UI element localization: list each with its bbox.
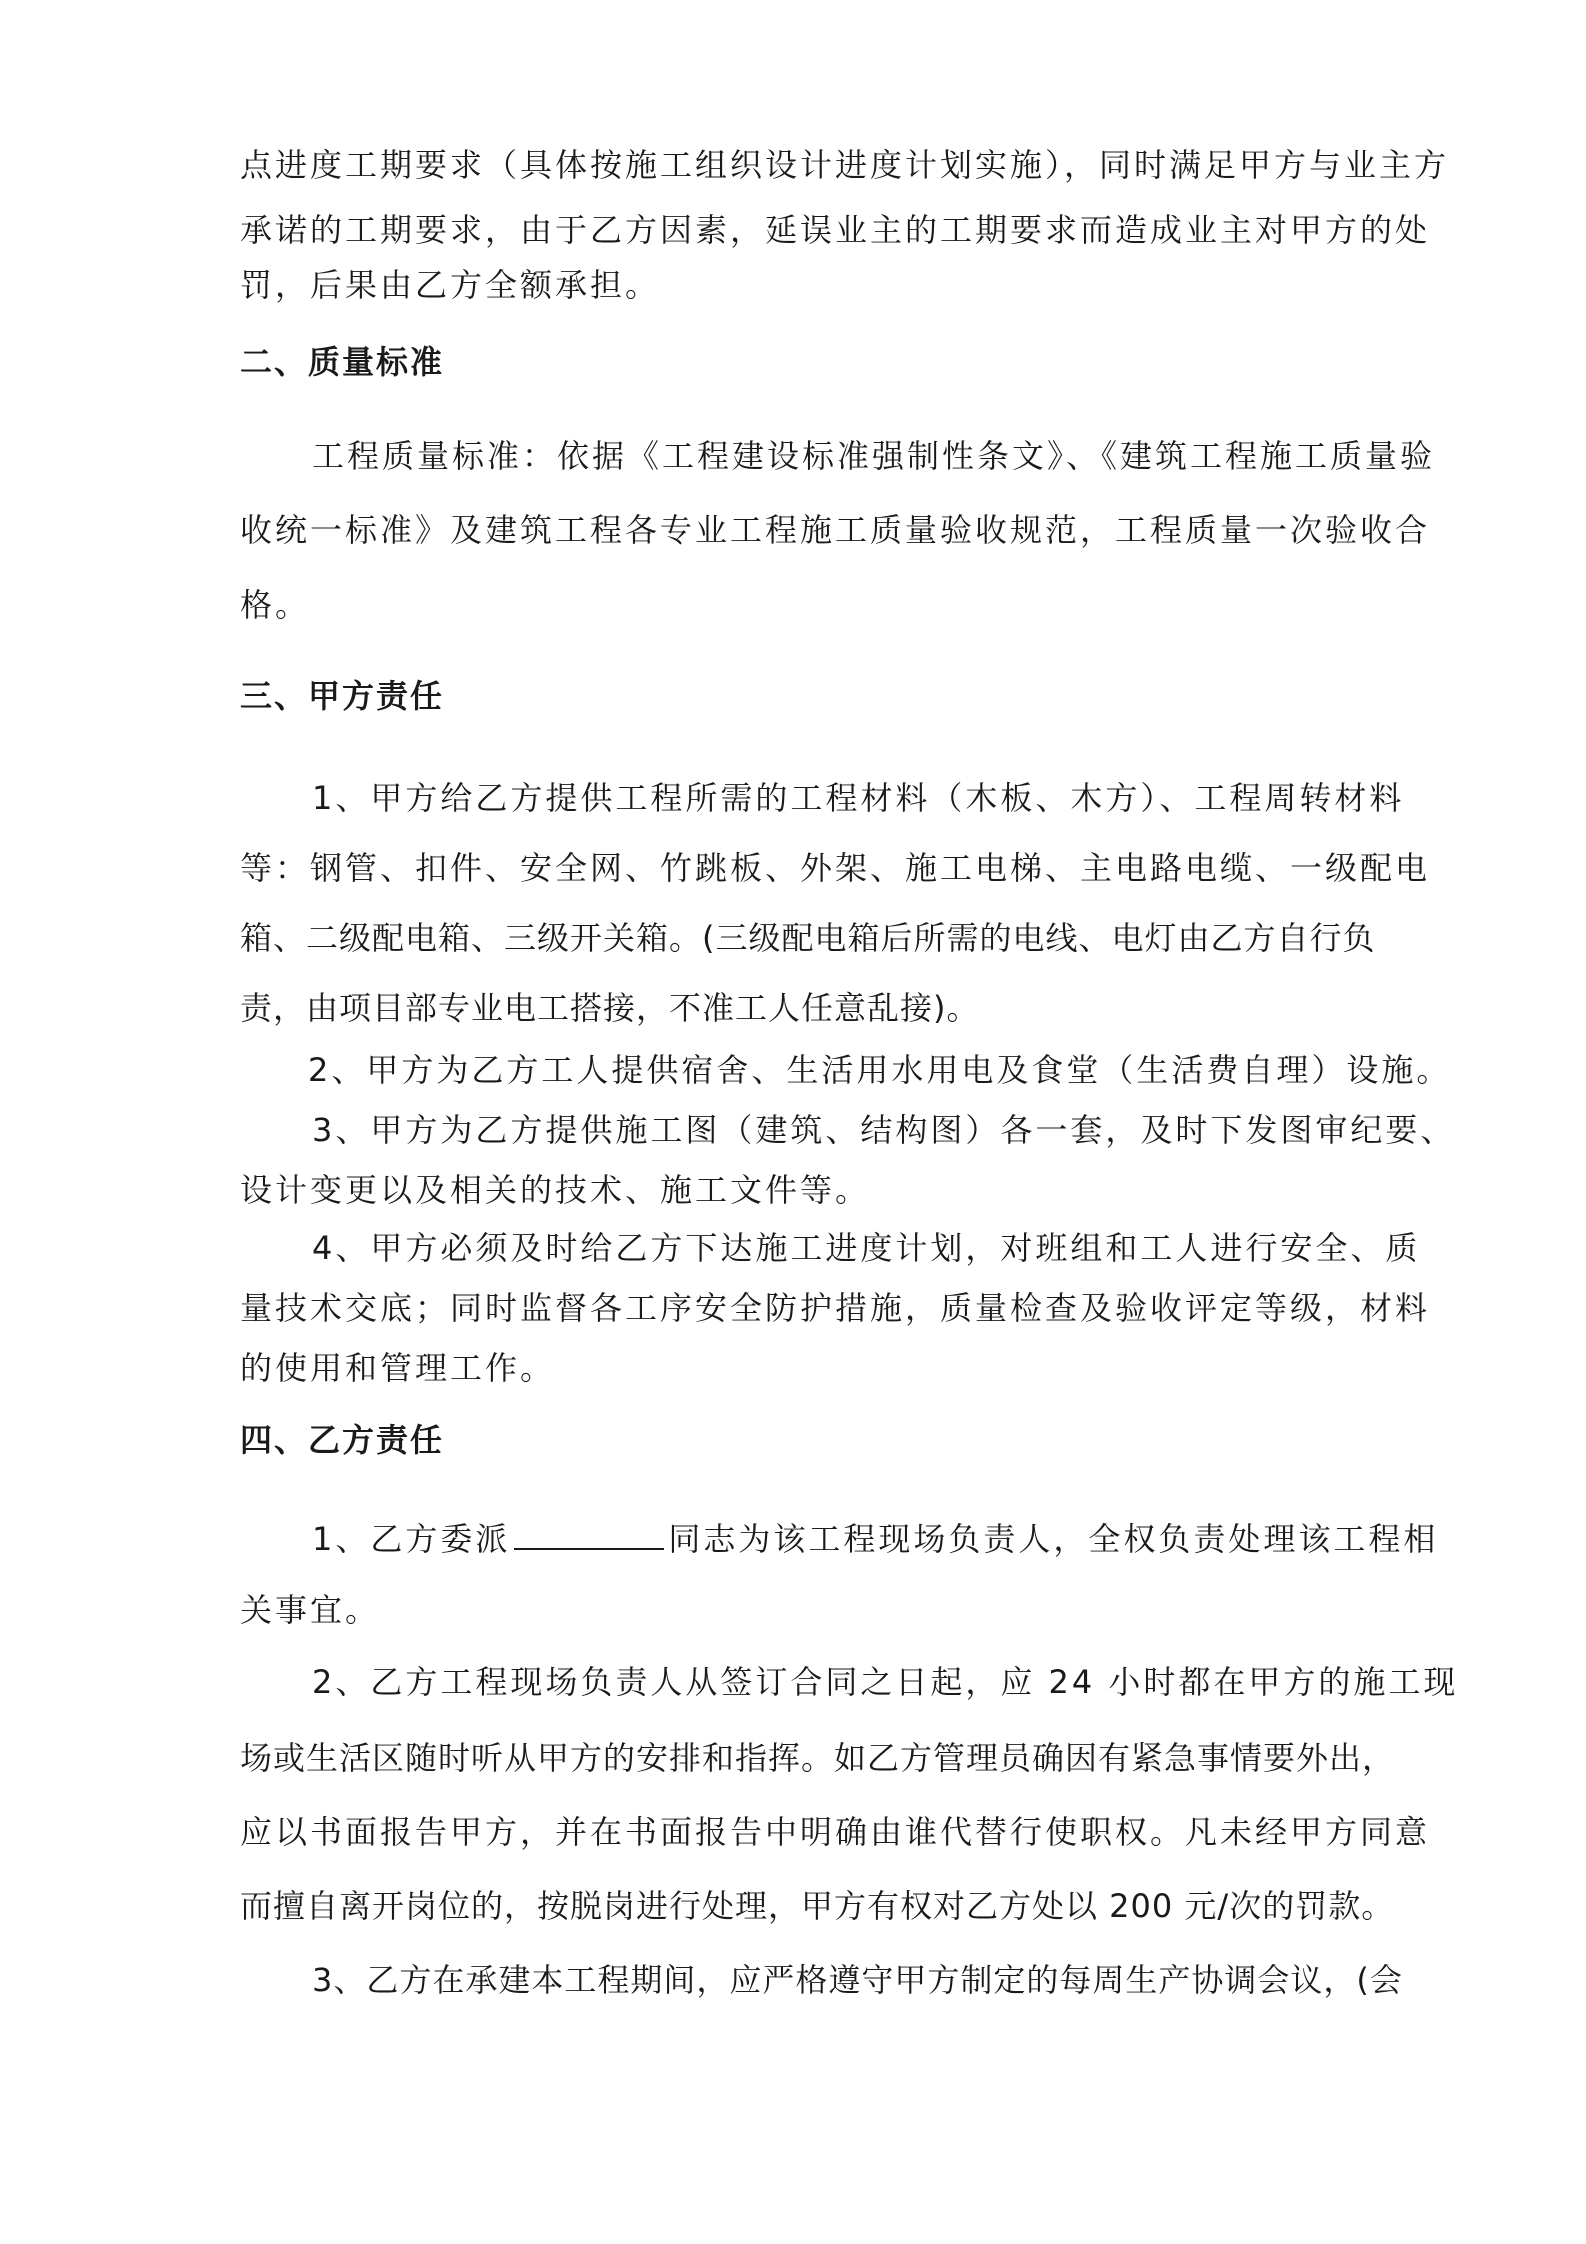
section4-item2-line-3: 应以书面报告甲方，并在书面报告中明确由谁代替行使职权。凡未经甲方同意 xyxy=(240,1813,1431,1851)
section4-item2-line-2: 场或生活区随时听从甲方的安排和指挥。如乙方管理员确因有紧急事情要外出， xyxy=(240,1739,1396,1777)
section3-item1-line-3: 箱、二级配电箱、三级开关箱。(三级配电箱后所需的电线、电灯由乙方自行负 xyxy=(240,919,1376,957)
section4-item1-line-1 xyxy=(312,1518,1438,1559)
signature-blank-line xyxy=(514,1518,664,1550)
section3-item4-line-3: 的使用和管理工作。 xyxy=(240,1349,556,1387)
section3-item1-line-4: 责，由项目部专业电工搭接，不准工人任意乱接)。 xyxy=(240,989,980,1027)
section3-item2-line-1: 2、甲方为乙方工人提供宿舍、生活用水用电及食堂（生活费自理）设施。 xyxy=(308,1051,1452,1089)
section4-item1-before-blank: 1、乙方委派 xyxy=(312,1520,511,1558)
section3-item3-line-1: 3、甲方为乙方提供施工图（建筑、结构图）各一套，及时下发图审纪要、 xyxy=(312,1111,1456,1149)
section2-line-1: 工程质量标准：依据《工程建设标准强制性条文》、《建筑工程施工质量验 xyxy=(312,437,1436,475)
section3-item1-line-2: 等：钢管、扣件、安全网、竹跳板、外架、施工电梯、主电路电缆、一级配电 xyxy=(240,849,1431,887)
section4-heading: 四、乙方责任 xyxy=(240,1421,445,1459)
intro-line-3: 罚，后果由乙方全额承担。 xyxy=(240,266,661,304)
section2-heading: 二、质量标准 xyxy=(240,343,445,381)
section3-item1-line-1: 1、甲方给乙方提供工程所需的工程材料（木板、木方）、工程周转材料 xyxy=(312,779,1405,817)
section4-item3-line-1: 3、乙方在承建本工程期间，应严格遵守甲方制定的每周生产协调会议，(会 xyxy=(312,1961,1403,1999)
section2-line-2: 收统一标准》及建筑工程各专业工程施工质量验收规范，工程质量一次验收合 xyxy=(240,511,1431,549)
section4-item1-after-blank: 同志为该工程现场负责人，全权负责处理该工程相 xyxy=(668,1520,1439,1558)
intro-line-1: 点进度工期要求（具体按施工组织设计进度计划实施），同时满足甲方与业主方 xyxy=(240,146,1450,184)
intro-line-2: 承诺的工期要求，由于乙方因素，延误业主的工期要求而造成业主对甲方的处 xyxy=(240,211,1431,249)
section4-item1-line-2: 关事宜。 xyxy=(240,1591,381,1629)
section3-heading: 三、甲方责任 xyxy=(240,677,445,715)
section3-item4-line-2: 量技术交底；同时监督各工序安全防护措施，质量检查及验收评定等级，材料 xyxy=(240,1289,1431,1327)
section4-item2-line-4: 而擅自离开岗位的，按脱岗进行处理，甲方有权对乙方处以 200 元/次的罚款。 xyxy=(240,1887,1395,1925)
section3-item3-line-2: 设计变更以及相关的技术、施工文件等。 xyxy=(240,1171,871,1209)
section2-line-3: 格。 xyxy=(240,586,311,624)
section4-item2-line-1: 2、乙方工程现场负责人从签订合同之日起，应 24 小时都在甲方的施工现 xyxy=(312,1663,1459,1701)
section3-item4-line-1: 4、甲方必须及时给乙方下达施工进度计划，对班组和工人进行安全、质 xyxy=(312,1229,1421,1267)
